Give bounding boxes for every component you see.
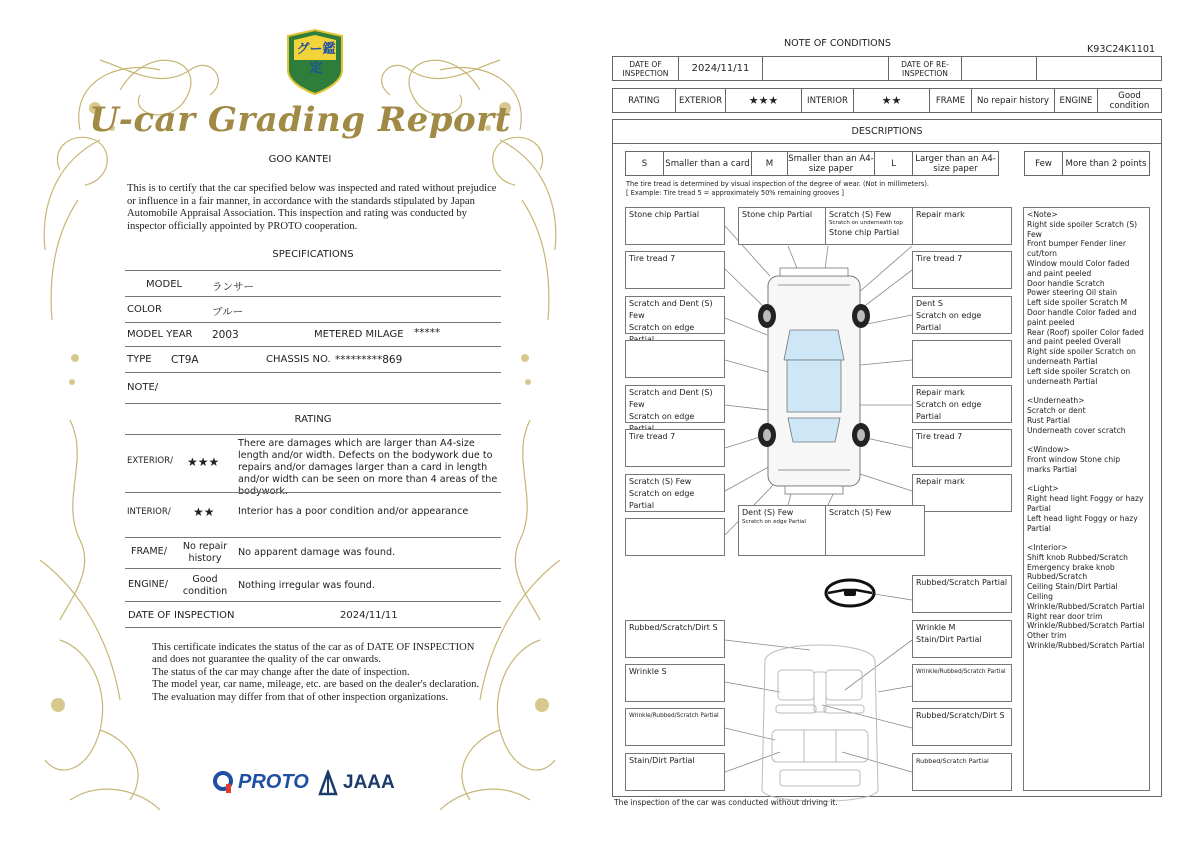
date-of-reinspection-label: DATE OF RE-INSPECTION (889, 57, 962, 80)
note-footer: The inspection of the car was conducted without driving it. (614, 798, 838, 807)
legend-desc: More than 2 points (1065, 158, 1147, 169)
interior-condition-box (912, 753, 1012, 791)
descriptions-title: DESCRIPTIONS (612, 119, 1162, 144)
condition-box (912, 251, 1012, 289)
notes-section: <Window> Front window Stone chip marks Partial (1027, 445, 1121, 474)
tire-note-line: [ Example: Tire tread 5 = approximately 50% remaining grooves ] (626, 189, 844, 197)
condition-box (738, 505, 838, 556)
condition-box (825, 207, 925, 245)
condition-box (625, 518, 725, 556)
divider (125, 568, 501, 569)
divider (125, 492, 501, 493)
condition-box (912, 207, 1012, 245)
condition-text: Repair mark (916, 388, 965, 397)
condition-text: Scratch on edge Partial (916, 311, 982, 332)
car-top-view (758, 268, 870, 494)
condition-text: Wrinkle M (916, 623, 956, 632)
condition-box (912, 340, 1012, 378)
condition-text: Stone chip Partial (829, 228, 900, 237)
engine-label: ENGINE (1055, 89, 1098, 112)
condition-text: Stone chip Partial (742, 210, 813, 219)
condition-box (625, 385, 725, 423)
note-label: NOTE/ (127, 382, 159, 393)
interior-condition-box (625, 620, 725, 658)
condition-text: Scratch (S) Few (629, 477, 692, 486)
proto-logo-text: PROTO (238, 770, 309, 793)
condition-text: Wrinkle/Rubbed/Scratch Partial (629, 713, 719, 719)
condition-box (625, 207, 725, 245)
condition-box (912, 474, 1012, 512)
exterior-stars: ★★★ (726, 89, 802, 112)
jaaa-logo-text: JAAA (343, 772, 395, 793)
engine-value: Good condition (1109, 90, 1150, 111)
interior-condition-box (625, 708, 725, 746)
condition-box (625, 251, 725, 289)
specifications-title: SPECIFICATIONS (272, 249, 354, 260)
rating-label: RATING (613, 89, 676, 112)
type-value: CT9A (171, 354, 199, 366)
condition-text: Stain/Dirt Partial (916, 635, 982, 644)
condition-text: Scratch (S) Few (829, 210, 892, 219)
jaaa-mark-icon (318, 770, 338, 796)
notes-section: <Underneath> Scratch or dent Rust Partial Underneath cover scratch (1027, 396, 1126, 435)
divider (125, 270, 501, 271)
interior-condition-box (625, 664, 725, 702)
condition-box (625, 340, 725, 378)
condition-text: Rubbed/Scratch Partial (916, 757, 989, 765)
condition-text: Dent S (916, 299, 943, 308)
divider (125, 322, 501, 323)
jaaa-logo (318, 770, 395, 796)
notes-column (1023, 207, 1150, 791)
divider (125, 537, 501, 538)
interior-stars: ★★ (854, 89, 930, 112)
notes-section: <Interior> Shift knob Rubbed/Scratch Emergency brake knob Rubbed/Scratch Ceiling Stain/Dirt Partial Ceiling Wrinkle/Rubbed/Scratch Partial Right rear door trim Wrinkle/Rubbed/Scratch Partial Other trim Wrinkle/Rubbed/Scratch Partial (1027, 543, 1145, 651)
condition-text: Scratch on edge Partial (916, 400, 982, 421)
condition-text: Repair mark (916, 477, 965, 486)
engine-description: Nothing irregular was found. (238, 580, 375, 591)
frame-value: No repair history (182, 541, 228, 564)
legend-desc: Larger than an A4-size paper (915, 153, 996, 174)
rating-title: RATING (294, 414, 332, 425)
interior-label: INTERIOR (802, 89, 854, 112)
chassis-value: *********869 (335, 354, 403, 366)
certificate-subtitle: GOO KANTEI (268, 154, 332, 165)
condition-text: Tire tread 7 (629, 254, 676, 263)
condition-box (912, 429, 1012, 467)
certificate-footer: This certificate indicates the status of the car as of DATE OF INSPECTION and does not guarantee the quality of the car onwards. The status of the car may change after the date of inspection. The model year, car name, mileage, etc. are based on the dealer's declaration. The evaluation may differ from that of other inspection organizations. (152, 642, 480, 703)
date-of-inspection-label: DATE OF INSPECTION (613, 57, 679, 80)
divider (125, 372, 501, 373)
divider (125, 296, 501, 297)
condition-text: Rubbed/Scratch Partial (916, 578, 1008, 587)
condition-text: Rubbed/Scratch/Dirt S (629, 623, 718, 632)
model-year-label: MODEL YEAR (127, 329, 193, 340)
divider (125, 627, 501, 628)
interior-condition-box (912, 664, 1012, 702)
condition-text: Stain/Dirt Partial (629, 756, 695, 765)
condition-text: Rubbed/Scratch/Dirt S (916, 711, 1005, 720)
note-title: NOTE OF CONDITIONS (784, 38, 891, 49)
interior-condition-box (912, 708, 1012, 746)
color-value: ブルー (212, 306, 244, 318)
divider (125, 601, 501, 602)
divider (125, 434, 501, 435)
badge-text: グー鑑定 (296, 42, 336, 76)
chassis-label: CHASSIS NO. (266, 354, 331, 365)
type-label: TYPE (127, 354, 152, 365)
condition-text: Tire tread 7 (629, 432, 676, 441)
exterior-label: EXTERIOR/ (127, 456, 173, 466)
exterior-label: EXTERIOR (676, 89, 726, 112)
condition-text: Scratch on underneath top (829, 220, 903, 226)
date-of-inspection-value: 2024/11/11 (340, 610, 398, 621)
certificate-title: U-car Grading Report (89, 100, 511, 140)
exterior-stars: ★★★ (187, 455, 220, 469)
metered-milage-value: ***** (414, 327, 441, 339)
condition-box (625, 474, 725, 512)
interior-description: Interior has a poor condition and/or appearance (238, 506, 469, 517)
condition-text: Stone chip Partial (629, 210, 700, 219)
model-year-value: 2003 (212, 329, 239, 341)
frame-description: No apparent damage was found. (238, 547, 396, 558)
frame-label: FRAME/ (131, 546, 167, 557)
condition-box (912, 385, 1012, 423)
condition-text: Scratch and Dent (S) Few (629, 299, 713, 320)
metered-milage-label: METERED MILAGE (314, 329, 404, 340)
condition-text: Scratch (S) Few (829, 508, 892, 517)
proto-mark-icon (212, 770, 234, 794)
proto-logo (212, 770, 309, 794)
divider (125, 403, 501, 404)
model-value: ランサー (212, 281, 254, 293)
notes-section: <Note> Right side spoiler Scratch (S) Few Front bumper Fender liner cut/torn Window mould Color faded and paint peeled Door handle Scratch Power steering Oil stain Left side spoiler Scratch M Door handle Color faded and paint peeled Rear (Roof) spoiler Color faded and paint peeled Overall Right side spoiler Scratch on underneath Partial Left side spoiler Scratch on underneath Partial (1027, 210, 1144, 386)
legend-key: Few (1025, 152, 1063, 175)
divider (125, 346, 501, 347)
color-label: COLOR (127, 304, 162, 315)
car-interior-view (762, 645, 878, 801)
legend-key: M (752, 152, 788, 175)
condition-box (625, 296, 725, 334)
steering-wheel-icon (826, 580, 874, 606)
frame-label: FRAME (930, 89, 972, 112)
condition-box (825, 505, 925, 556)
interior-stars: ★★ (193, 505, 215, 519)
note-of-conditions (600, 0, 1200, 848)
condition-text: Tire tread 7 (916, 254, 963, 263)
condition-text: Scratch and Dent (S) Few (629, 388, 713, 409)
condition-box (912, 296, 1012, 334)
condition-text: Tire tread 7 (916, 432, 963, 441)
interior-condition-box (625, 753, 725, 791)
interior-label: INTERIOR/ (127, 507, 171, 517)
legend-key: S (626, 152, 664, 175)
legend-key: L (875, 152, 913, 175)
condition-text: Scratch on edge (629, 323, 695, 332)
condition-text: Wrinkle/Rubbed/Scratch Partial (916, 669, 1006, 675)
condition-text: Scratch on edge Partial (742, 519, 806, 525)
condition-text: Scratch on edge Partial (629, 489, 695, 510)
frame-value: No repair history (972, 89, 1055, 112)
tire-note-line: The tire tread is determined by visual inspection of the degree of wear. (Not in millimeters). (626, 180, 930, 188)
condition-text: Scratch on edge (629, 412, 695, 421)
certificate-intro: This is to certify that the car specified below was inspected and rated without prejudice or influence in a fair manner, in accordance with the standards stipulated by Japan Automobile Appraisal Association. This inspection and rating was conducted by inspector officially appointed by PROTO cooperation. (127, 183, 497, 232)
engine-value: Good condition (182, 574, 228, 597)
interior-condition-box (912, 575, 1012, 613)
notes-section: <Light> Right head light Foggy or hazy Partial Left head light Foggy or hazy Partial (1027, 484, 1144, 533)
condition-box (625, 429, 725, 467)
engine-label: ENGINE/ (128, 579, 168, 590)
interior-condition-box (912, 620, 1012, 658)
condition-text: Wrinkle S (629, 667, 667, 676)
date-of-inspection-label: DATE OF INSPECTION (128, 610, 235, 621)
legend-desc: Smaller than a card (664, 152, 752, 175)
legend-desc: Smaller than an A4-size paper (788, 153, 874, 174)
model-label: MODEL (146, 279, 183, 290)
condition-text: Dent (S) Few (742, 508, 794, 517)
condition-text: Repair mark (916, 210, 965, 219)
date-of-inspection-value: 2024/11/11 (679, 57, 763, 80)
note-code: K93C24K1101 (1087, 44, 1156, 55)
condition-box (738, 207, 838, 245)
exterior-description: There are damages which are larger than A4-size length and/or width. Defects on the bodywork due to repairs and/or damages larger than a card in length and/or width can be seen on more than 4 areas of the bodywork. (238, 438, 498, 497)
